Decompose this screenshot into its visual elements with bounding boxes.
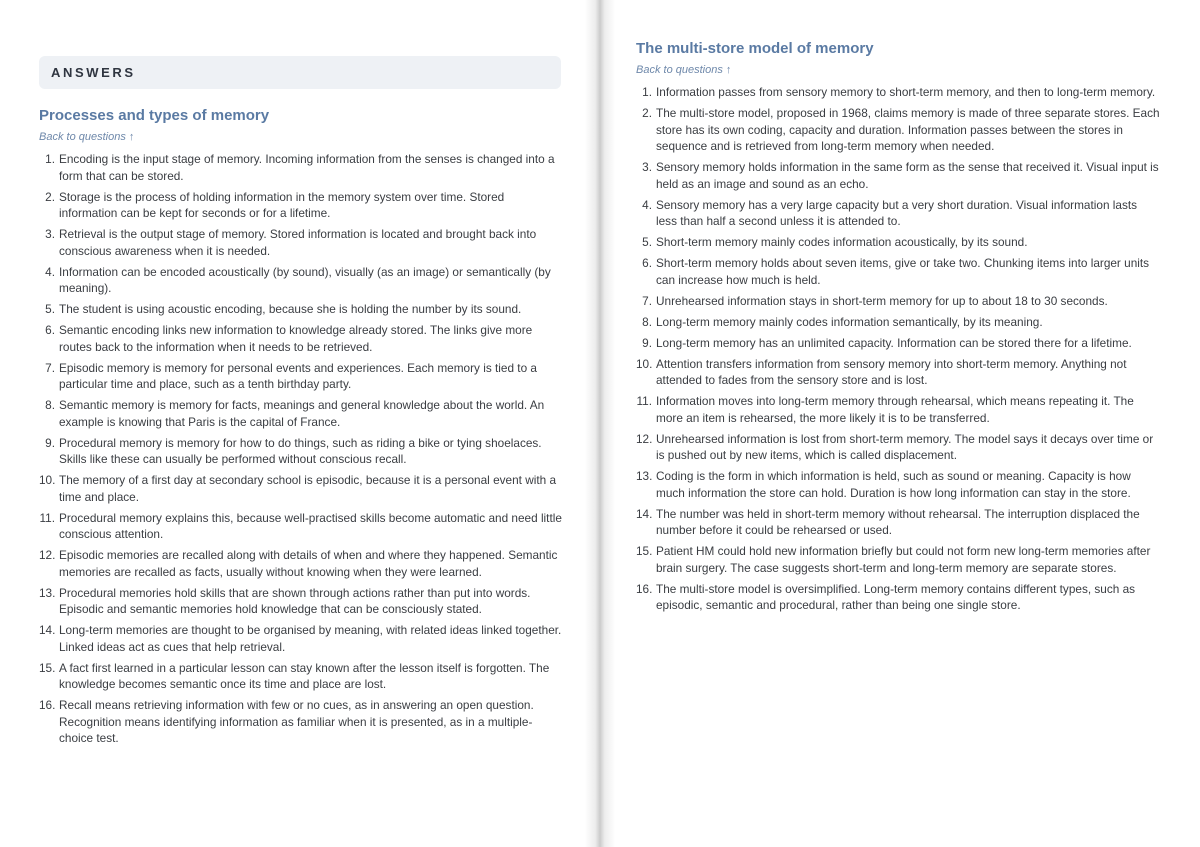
answer-number: 5. (642, 235, 652, 249)
answer-number: 8. (45, 398, 55, 412)
section-title-multi-store: The multi-store model of memory (636, 40, 874, 57)
answer-item (636, 314, 1161, 331)
answer-text: Episodic memories are recalled along with details of when and where they happened. Semantic memories are recalled as facts, usually without knowing when they were learned. (59, 548, 558, 579)
answer-number: 14. (39, 623, 56, 637)
answer-item (636, 335, 1161, 352)
answer-item (39, 697, 564, 747)
answer-number: 10. (636, 356, 653, 371)
answer-item (39, 151, 564, 184)
right-page (597, 0, 1200, 847)
answer-number: 4. (642, 197, 652, 212)
answer-number: 11. (636, 394, 652, 408)
answer-item (39, 301, 564, 318)
answer-number: 9. (642, 335, 652, 350)
answer-number: 5. (45, 302, 55, 316)
answer-item (636, 393, 1161, 426)
answer-text: Encoding is the input stage of memory. Incoming information from the senses is changed into a form that can be stored. (59, 152, 555, 183)
answer-text: Procedural memory is memory for how to do things, such as riding a bike or tying shoelaces. Skills like these can usually be performed without conscious recall. (59, 435, 542, 466)
answer-text: Long-term memory has an unlimited capacity. Information can be stored there for a lifetime. (656, 335, 1132, 350)
answer-item (39, 189, 564, 222)
answer-item (636, 581, 1161, 614)
answer-text: Short-term memory holds about seven items, give or take two. Chunking items into larger units can increase how much is held. (656, 256, 1150, 287)
answer-text: A fact first learned in a particular lesson can stay known after the lesson itself is forgotten. The knowledge becomes semantic once its time and place are lost. (59, 660, 550, 691)
answer-text: Sensory memory has a very large capacity but a very short duration. Visual information lasts less than half a second unless it is attended to. (656, 197, 1138, 228)
answer-text: Recall means retrieving information with few or no cues, as in answering an open question. Recognition means identifying information as familiar when it is presented, as in a multiple-choice test. (59, 698, 534, 745)
answer-item (636, 105, 1161, 155)
answer-item (636, 197, 1161, 230)
answer-number: 13. (636, 469, 653, 483)
answer-item (39, 510, 564, 543)
answer-item (636, 356, 1161, 389)
answer-text: The memory of a first day at secondary school is episodic, because it is a personal event with a time and place. (59, 473, 557, 504)
answer-number: 15. (636, 544, 653, 558)
answer-text: Short-term memory mainly codes information acoustically, by its sound. (656, 235, 1028, 249)
answer-text: Information moves into long-term memory through rehearsal, which means repeating it. The more an item is rehearsed, the more likely it is to be transferred. (656, 394, 1134, 425)
answer-text: Semantic memory is memory for facts, meanings and general knowledge about the world. An example is knowing that Paris is the capital of France. (59, 398, 545, 429)
answer-text: Patient HM could hold new information briefly but could not form new long-term memories after brain surgery. The case suggests short-term and long-term memory are separate stores. (656, 544, 1151, 575)
answer-text: Information passes from sensory memory to short-term memory, and then to long-term memory. (656, 85, 1156, 99)
answer-text: Information can be encoded acoustically (by sound), visually (as an image) or semantically (by meaning). (59, 264, 551, 295)
answer-text: Unrehearsed information stays in short-term memory for up to about 18 to 30 seconds. (656, 293, 1108, 308)
answer-text: Procedural memory explains this, because well-practised skills become automatic and need little conscious attention. (59, 510, 562, 541)
back-to-questions-link[interactable]: Back to questions ↑ (39, 131, 135, 143)
answer-item (39, 322, 564, 355)
answer-item (39, 264, 564, 297)
answer-number: 3. (45, 227, 55, 241)
left-page (0, 0, 597, 847)
answer-item (636, 84, 1161, 101)
answer-number: 15. (39, 660, 56, 675)
answer-text: Procedural memories hold skills that are shown through actions rather than put into words. Episodic and semantic memories hold knowledge that can be consciously stated. (59, 585, 531, 616)
answer-number: 14. (636, 506, 653, 521)
answer-number: 13. (39, 585, 56, 600)
answer-item (39, 585, 564, 618)
answer-number: 1. (45, 152, 55, 166)
answer-text: The student is using acoustic encoding, because she is holding the number by its sound. (59, 302, 522, 316)
answer-text: Retrieval is the output stage of memory. Stored information is located and brought back into conscious awareness when it is needed. (59, 227, 537, 258)
answer-number: 10. (39, 473, 56, 487)
answer-text: The multi-store model is oversimplified. Long-term memory contains different types, such as episodic, semantic and procedural, rather than being one single store. (656, 581, 1136, 612)
answers-header (39, 56, 561, 89)
answer-item (636, 431, 1161, 464)
answer-item (636, 159, 1161, 192)
answer-item (39, 435, 564, 468)
answer-number: 6. (642, 256, 652, 270)
answer-item (636, 293, 1161, 310)
answer-number: 16. (39, 698, 56, 712)
answer-item (636, 543, 1161, 576)
answer-item (636, 234, 1161, 251)
answer-number: 4. (45, 264, 55, 279)
answer-text: Attention transfers information from sensory memory into short-term memory. Anything not attended to fades from the sensory store and is lost. (656, 356, 1127, 387)
answer-item (39, 547, 564, 580)
answer-item (39, 226, 564, 259)
answer-number: 8. (642, 314, 652, 329)
answer-number: 9. (45, 435, 55, 450)
answer-list-processes (39, 151, 561, 747)
answer-number: 7. (45, 360, 55, 375)
answer-text: Semantic encoding links new information to knowledge already stored. The links give more routes back to the information when it needs to be retrieved. (59, 323, 533, 354)
answers-heading: ANSWERS (51, 65, 136, 80)
answer-text: Sensory memory holds information in the same form as the sense that received it. Visual input is held as an image and sound as an echo. (656, 160, 1159, 191)
answer-number: 6. (45, 323, 55, 337)
answer-item (636, 468, 1161, 501)
answer-text: Coding is the form in which information is held, such as sound or meaning. Capacity is how much information the store can hold. Duration is how long information can stay in the store. (656, 469, 1131, 500)
answer-item (39, 360, 564, 393)
answer-text: The multi-store model, proposed in 1968, claims memory is made of three separate stores. Each store has its own coding, capacity and duration. Information passes between the stores in sequence and is retrieved from long-term memory when needed. (656, 106, 1160, 153)
answer-text: Storage is the process of holding information in the memory system over time. Stored information can be kept for seconds or for a lifetime. (59, 189, 505, 220)
answer-number: 16. (636, 581, 653, 596)
answer-text: Long-term memory mainly codes information semantically, by its meaning. (656, 314, 1043, 329)
answer-item (39, 660, 564, 693)
answer-item (636, 506, 1161, 539)
answer-item (636, 255, 1161, 288)
back-to-questions-link[interactable]: Back to questions ↑ (636, 64, 732, 76)
answer-text: Long-term memories are thought to be organised by meaning, with related ideas linked together. Linked ideas act as cues that help retrieval. (59, 623, 562, 654)
answer-text: The number was held in short-term memory without rehearsal. The interruption displaced the number before it could be rehearsed or used. (656, 506, 1140, 537)
answer-number: 7. (642, 293, 652, 308)
answer-number: 2. (642, 106, 652, 120)
answer-list-multi-store (636, 84, 1162, 614)
answer-item (39, 397, 564, 430)
answer-number: 3. (642, 160, 652, 174)
answer-number: 12. (636, 431, 653, 446)
answer-number: 2. (45, 189, 55, 204)
answer-text: Episodic memory is memory for personal events and experiences. Each memory is tied to a particular time and place, such as a tenth birthday party. (59, 360, 537, 391)
answer-item (39, 622, 564, 655)
answer-number: 1. (642, 85, 652, 99)
answer-item (39, 472, 564, 505)
answer-number: 11. (39, 510, 55, 525)
answer-text: Unrehearsed information is lost from short-term memory. The model says it decays over time or is pushed out by new items, which is called displacement. (656, 431, 1154, 462)
section-title-processes: Processes and types of memory (39, 107, 270, 124)
answer-number: 12. (39, 548, 56, 562)
